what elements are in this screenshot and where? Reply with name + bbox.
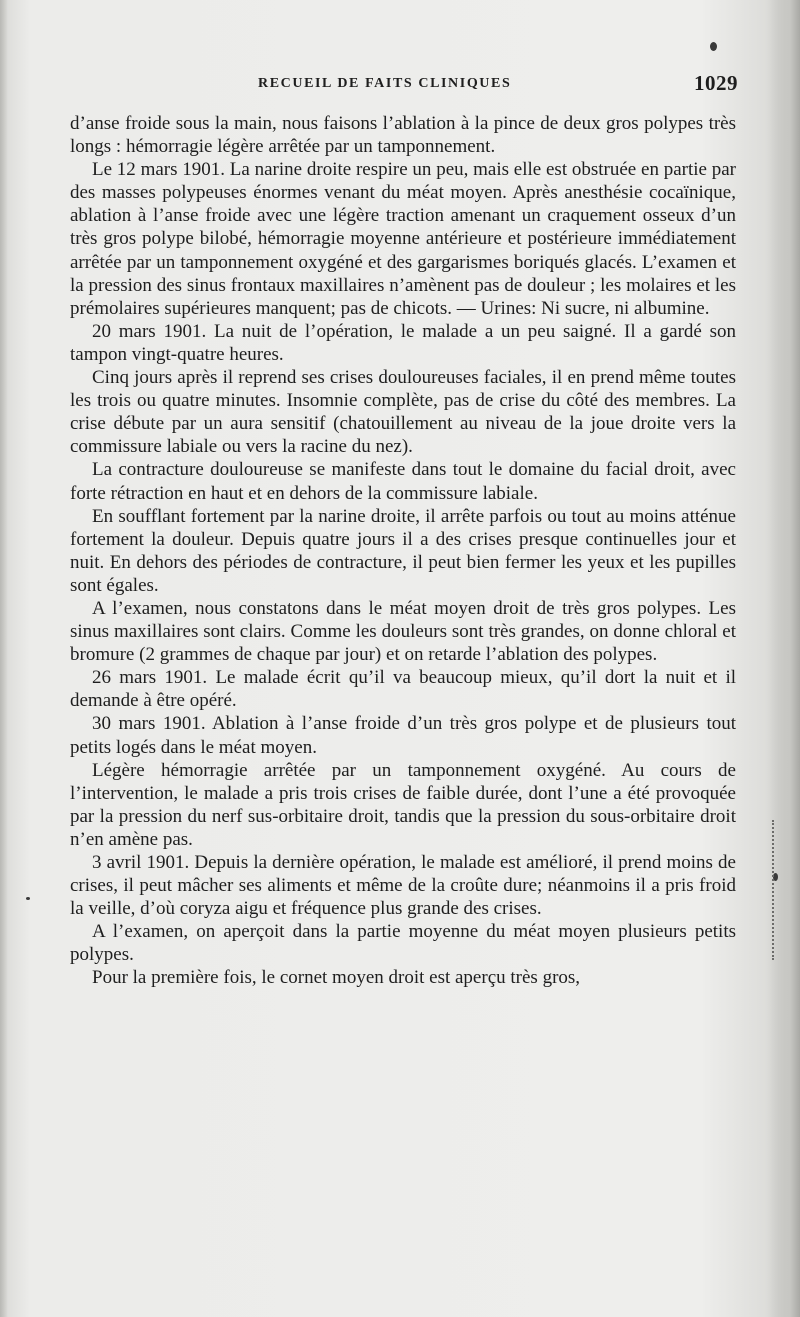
page-edge-shadow-right (766, 0, 800, 1317)
paragraph-hemorragie: Légère hémorragie arrêtée par un tamponnement oxygéné. Au cours de l’intervention, le malade a pris trois crises de faible durée, dont l’une a été provoquée par la pression du nerf sus-orbitaire droit, tandis que la pression du sous-orbitaire droit n’en amène pas. (70, 759, 736, 850)
body-text (70, 112, 736, 990)
ink-speck (710, 42, 717, 51)
ink-speck (26, 897, 30, 900)
page-number: 1029 (694, 71, 738, 95)
paragraph-continuation: d’anse froide sous la main, nous faisons l’ablation à la pince de deux gros polypes très longs : hémorragie légère arrêtée par un tamponnement. (70, 113, 736, 158)
running-title: RECUEIL DE FAITS CLINIQUES (258, 76, 512, 91)
margin-mark (772, 820, 778, 960)
paragraph-examen-meat: A l’examen, on aperçoit dans la partie moyenne du méat moyen plusieurs petits polypes. (70, 921, 736, 966)
paragraph-3-avril: 3 avril 1901. Depuis la dernière opération, le malade est amélioré, il prend moins de crises, il peut mâcher ses aliments et même de la croûte dure; néanmoins il a pris froid la veille, d’où coryza aigu et fréquence plus grande des crises. (70, 852, 736, 920)
page-edge-shadow-left (0, 0, 8, 1317)
running-header (70, 71, 738, 99)
paragraph-contracture: La contracture douloureuse se manifeste dans tout le domaine du facial droit, avec forte rétraction en haut et en dehors de la commissure labiale. (70, 459, 736, 504)
paragraph-20-mars: 20 mars 1901. La nuit de l’opération, le malade a un peu saigné. Il a gardé son tampon vingt-quatre heures. (70, 320, 736, 365)
paragraph-cinq-jours: Cinq jours après il reprend ses crises douloureuses faciales, il en prend même toutes les trois ou quatre minutes. Insomnie complète, pas de crise du côté des membres. La crise débute par un aura sensitif (chatouillement au niveau de la joue droite vers la commissure labiale ou vers la racine du nez). (70, 367, 736, 458)
paragraph-30-mars: 30 mars 1901. Ablation à l’anse froide d’un très gros polype et de plusieurs tout petits logés dans le méat moyen. (70, 713, 736, 758)
paragraph-soufflant: En soufflant fortement par la narine droite, il arrête parfois ou tout au moins atténue fortement la douleur. Depuis quatre jours il a des crises presque continuelles jour et nuit. En dehors des périodes de contracture, il peut bien fermer les yeux et les pupilles sont égales. (70, 505, 736, 596)
paragraph-examen-polypes: A l’examen, nous constatons dans le méat moyen droit de très gros polypes. Les sinus maxillaires sont clairs. Comme les douleurs sont très grandes, on donne chloral et bromure (2 grammes de chaque par jour) et on retarde l’ablation des polypes. (70, 597, 736, 666)
paragraph-26-mars: 26 mars 1901. Le malade écrit qu’il va beaucoup mieux, qu’il dort la nuit et il demande à être opéré. (70, 667, 736, 712)
paragraph-12-mars: Le 12 mars 1901. La narine droite respire un peu, mais elle est obstruée en partie par des masses polypeuses énormes venant du méat moyen. Après anesthésie cocaïnique, ablation à l’anse froide avec une légère traction amenant un craquement osseux d’un très gros polype bilobé, hémorragie moyenne antérieure et postérieure immédiatement arrêtée par un tamponnement oxygéné et des gargarismes boriqués glacés. L’examen et la pression des sinus frontaux maxillaires n’amènent pas de douleur ; les molaires et les prémolaires supérieures manquent; pas de chicots. — Urines: Ni sucre, ni albumine. (70, 159, 736, 319)
paragraph-cornet-moyen: Pour la première fois, le cornet moyen droit est aperçu très gros, (92, 967, 581, 989)
